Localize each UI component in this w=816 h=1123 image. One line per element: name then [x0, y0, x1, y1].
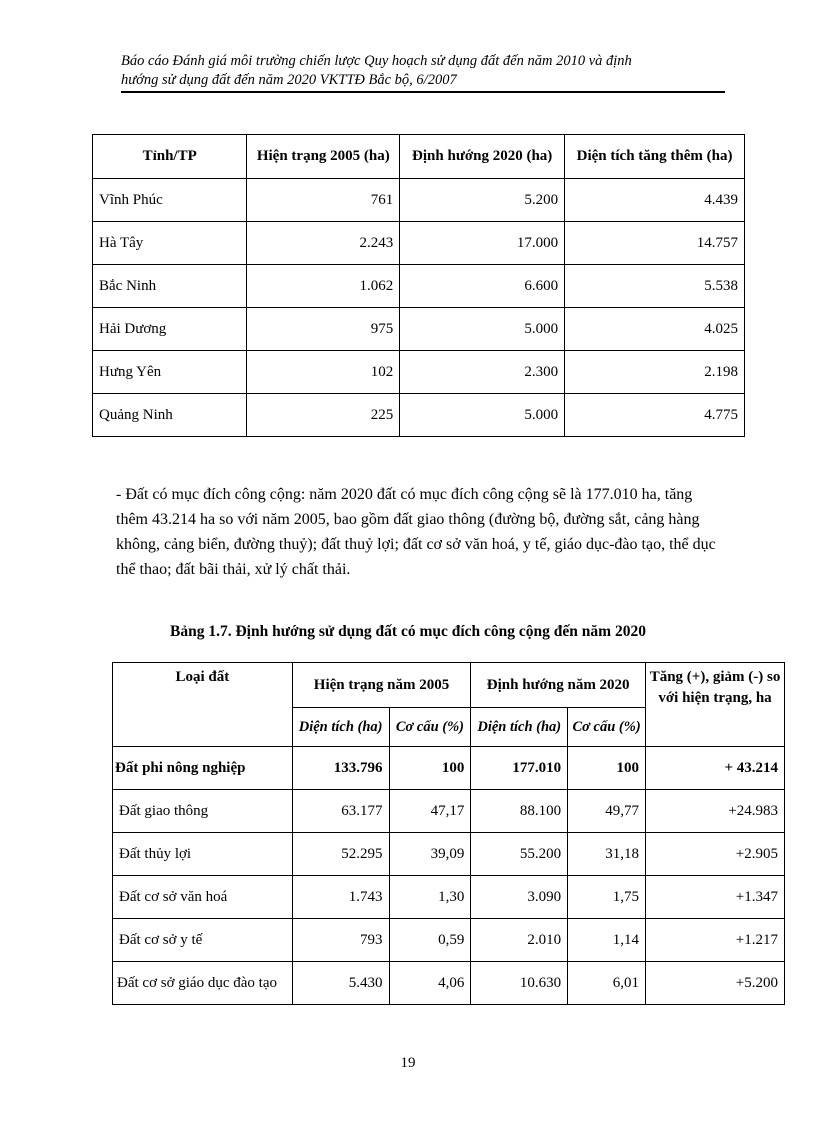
col-header-plan-2020: Định hướng năm 2020 — [471, 663, 646, 708]
structure-2005-value: 0,59 — [389, 919, 471, 962]
col-header-plan-2020: Định hướng 2020 (ha) — [400, 135, 565, 179]
province-name: Bắc Ninh — [93, 265, 247, 308]
change-value: +24.983 — [646, 790, 785, 833]
table-row — [93, 265, 745, 308]
structure-2005-value: 39,09 — [389, 833, 471, 876]
structure-2020-value: 100 — [568, 747, 646, 790]
plan-2020-value: 6.600 — [400, 265, 565, 308]
structure-2005-value: 47,17 — [389, 790, 471, 833]
col-header-change-line-2: với hiện trạng, ha — [658, 690, 772, 706]
current-2005-value: 761 — [247, 179, 400, 222]
land-type-name: Đất cơ sở giáo dục đào tạo — [113, 962, 293, 1005]
col-header-change-line-1: Tăng (+), giảm (-) so — [649, 669, 781, 685]
current-2005-value: 2.243 — [247, 222, 400, 265]
structure-2020-value: 31,18 — [568, 833, 646, 876]
table-row — [113, 790, 785, 833]
change-value: +2.905 — [646, 833, 785, 876]
table-row — [93, 351, 745, 394]
plan-2020-value: 5.200 — [400, 179, 565, 222]
increase-value: 14.757 — [565, 222, 745, 265]
area-2020-value: 10.630 — [471, 962, 568, 1005]
land-type-name: Đất cơ sở văn hoá — [113, 876, 293, 919]
header-line-2: hướng sử dụng đất đến năm 2020 VKTTĐ Bắc bộ, 6/2007 — [121, 72, 457, 88]
table-caption: Bảng 1.7. Định hướng sử dụng đất có mục đích công cộng đến năm 2020 — [170, 623, 646, 640]
table-row-total — [113, 747, 785, 790]
col-header-current-2005: Hiện trạng năm 2005 — [292, 663, 471, 708]
table-row — [93, 308, 745, 351]
structure-2005-value: 4,06 — [389, 962, 471, 1005]
area-2005-value: 1.743 — [292, 876, 389, 919]
area-2020-value: 2.010 — [471, 919, 568, 962]
province-name: Hải Dương — [93, 308, 247, 351]
table-row — [93, 179, 745, 222]
increase-value: 4.775 — [565, 394, 745, 437]
header-divider — [121, 91, 725, 93]
col-header-structure-2005: Cơ cấu (%) — [389, 708, 471, 747]
increase-value: 4.439 — [565, 179, 745, 222]
table-row — [93, 222, 745, 265]
province-name: Vĩnh Phúc — [93, 179, 247, 222]
document-header — [121, 52, 725, 90]
area-2020-value: 88.100 — [471, 790, 568, 833]
col-header-area-2005: Diện tích (ha) — [292, 708, 389, 747]
land-type-name: Đất giao thông — [113, 790, 293, 833]
table-row — [113, 876, 785, 919]
public-land-paragraph: - Đất có mục đích công cộng: năm 2020 đất có mục đích công cộng sẽ là 177.010 ha, tăng thêm 43.214 ha so với năm 2005, bao gồm đất giao thông (đường bộ, đường sắt, cảng hàng không, cảng biển, đường thuỷ); đất thuỷ lợi; đất cơ sở văn hoá, y tế, giáo dục-đào tạo, thể dục thể thao; đất bãi thải, xử lý chất thải. — [116, 486, 716, 578]
province-name: Quảng Ninh — [93, 394, 247, 437]
area-2005-value: 133.796 — [292, 747, 389, 790]
table-row — [113, 919, 785, 962]
increase-value: 2.198 — [565, 351, 745, 394]
structure-2005-value: 100 — [389, 747, 471, 790]
increase-value: 4.025 — [565, 308, 745, 351]
col-header-increase: Diện tích tăng thêm (ha) — [565, 135, 745, 179]
area-2005-value: 793 — [292, 919, 389, 962]
increase-value: 5.538 — [565, 265, 745, 308]
area-2020-value: 55.200 — [471, 833, 568, 876]
area-2005-value: 5.430 — [292, 962, 389, 1005]
public-land-table — [112, 662, 785, 1005]
area-2005-value: 52.295 — [292, 833, 389, 876]
col-header-current-2005: Hiện trạng 2005 (ha) — [247, 135, 400, 179]
col-header-structure-2020: Cơ cấu (%) — [568, 708, 646, 747]
structure-2020-value: 6,01 — [568, 962, 646, 1005]
change-value: +1.347 — [646, 876, 785, 919]
plan-2020-value: 5.000 — [400, 308, 565, 351]
area-2020-value: 3.090 — [471, 876, 568, 919]
province-name: Hưng Yên — [93, 351, 247, 394]
change-value: + 43.214 — [646, 747, 785, 790]
col-header-area-2020: Diện tích (ha) — [471, 708, 568, 747]
area-2020-value: 177.010 — [471, 747, 568, 790]
table-row — [113, 833, 785, 876]
plan-2020-value: 5.000 — [400, 394, 565, 437]
page-number: 19 — [400, 1055, 416, 1071]
area-2005-value: 63.177 — [292, 790, 389, 833]
plan-2020-value: 17.000 — [400, 222, 565, 265]
province-land-table — [92, 134, 745, 437]
change-value: +1.217 — [646, 919, 785, 962]
change-value: +5.200 — [646, 962, 785, 1005]
current-2005-value: 975 — [247, 308, 400, 351]
col-header-province: Tỉnh/TP — [93, 135, 247, 179]
province-name: Hà Tây — [93, 222, 247, 265]
plan-2020-value: 2.300 — [400, 351, 565, 394]
table-row — [113, 962, 785, 1005]
col-header-change — [646, 663, 785, 747]
table-row — [93, 394, 745, 437]
col-header-land-type: Loại đất — [113, 663, 293, 747]
structure-2020-value: 1,75 — [568, 876, 646, 919]
structure-2005-value: 1,30 — [389, 876, 471, 919]
land-type-name: Đất phi nông nghiệp — [113, 747, 293, 790]
header-line-1: Báo cáo Đánh giá môi trường chiến lược Quy hoạch sử dụng đất đến năm 2010 và định — [121, 53, 632, 69]
current-2005-value: 1.062 — [247, 265, 400, 308]
structure-2020-value: 49,77 — [568, 790, 646, 833]
land-type-name: Đất thủy lợi — [113, 833, 293, 876]
land-type-name: Đất cơ sở y tế — [113, 919, 293, 962]
structure-2020-value: 1,14 — [568, 919, 646, 962]
current-2005-value: 102 — [247, 351, 400, 394]
table-header-row — [93, 135, 745, 179]
current-2005-value: 225 — [247, 394, 400, 437]
table-header-row — [113, 663, 785, 708]
